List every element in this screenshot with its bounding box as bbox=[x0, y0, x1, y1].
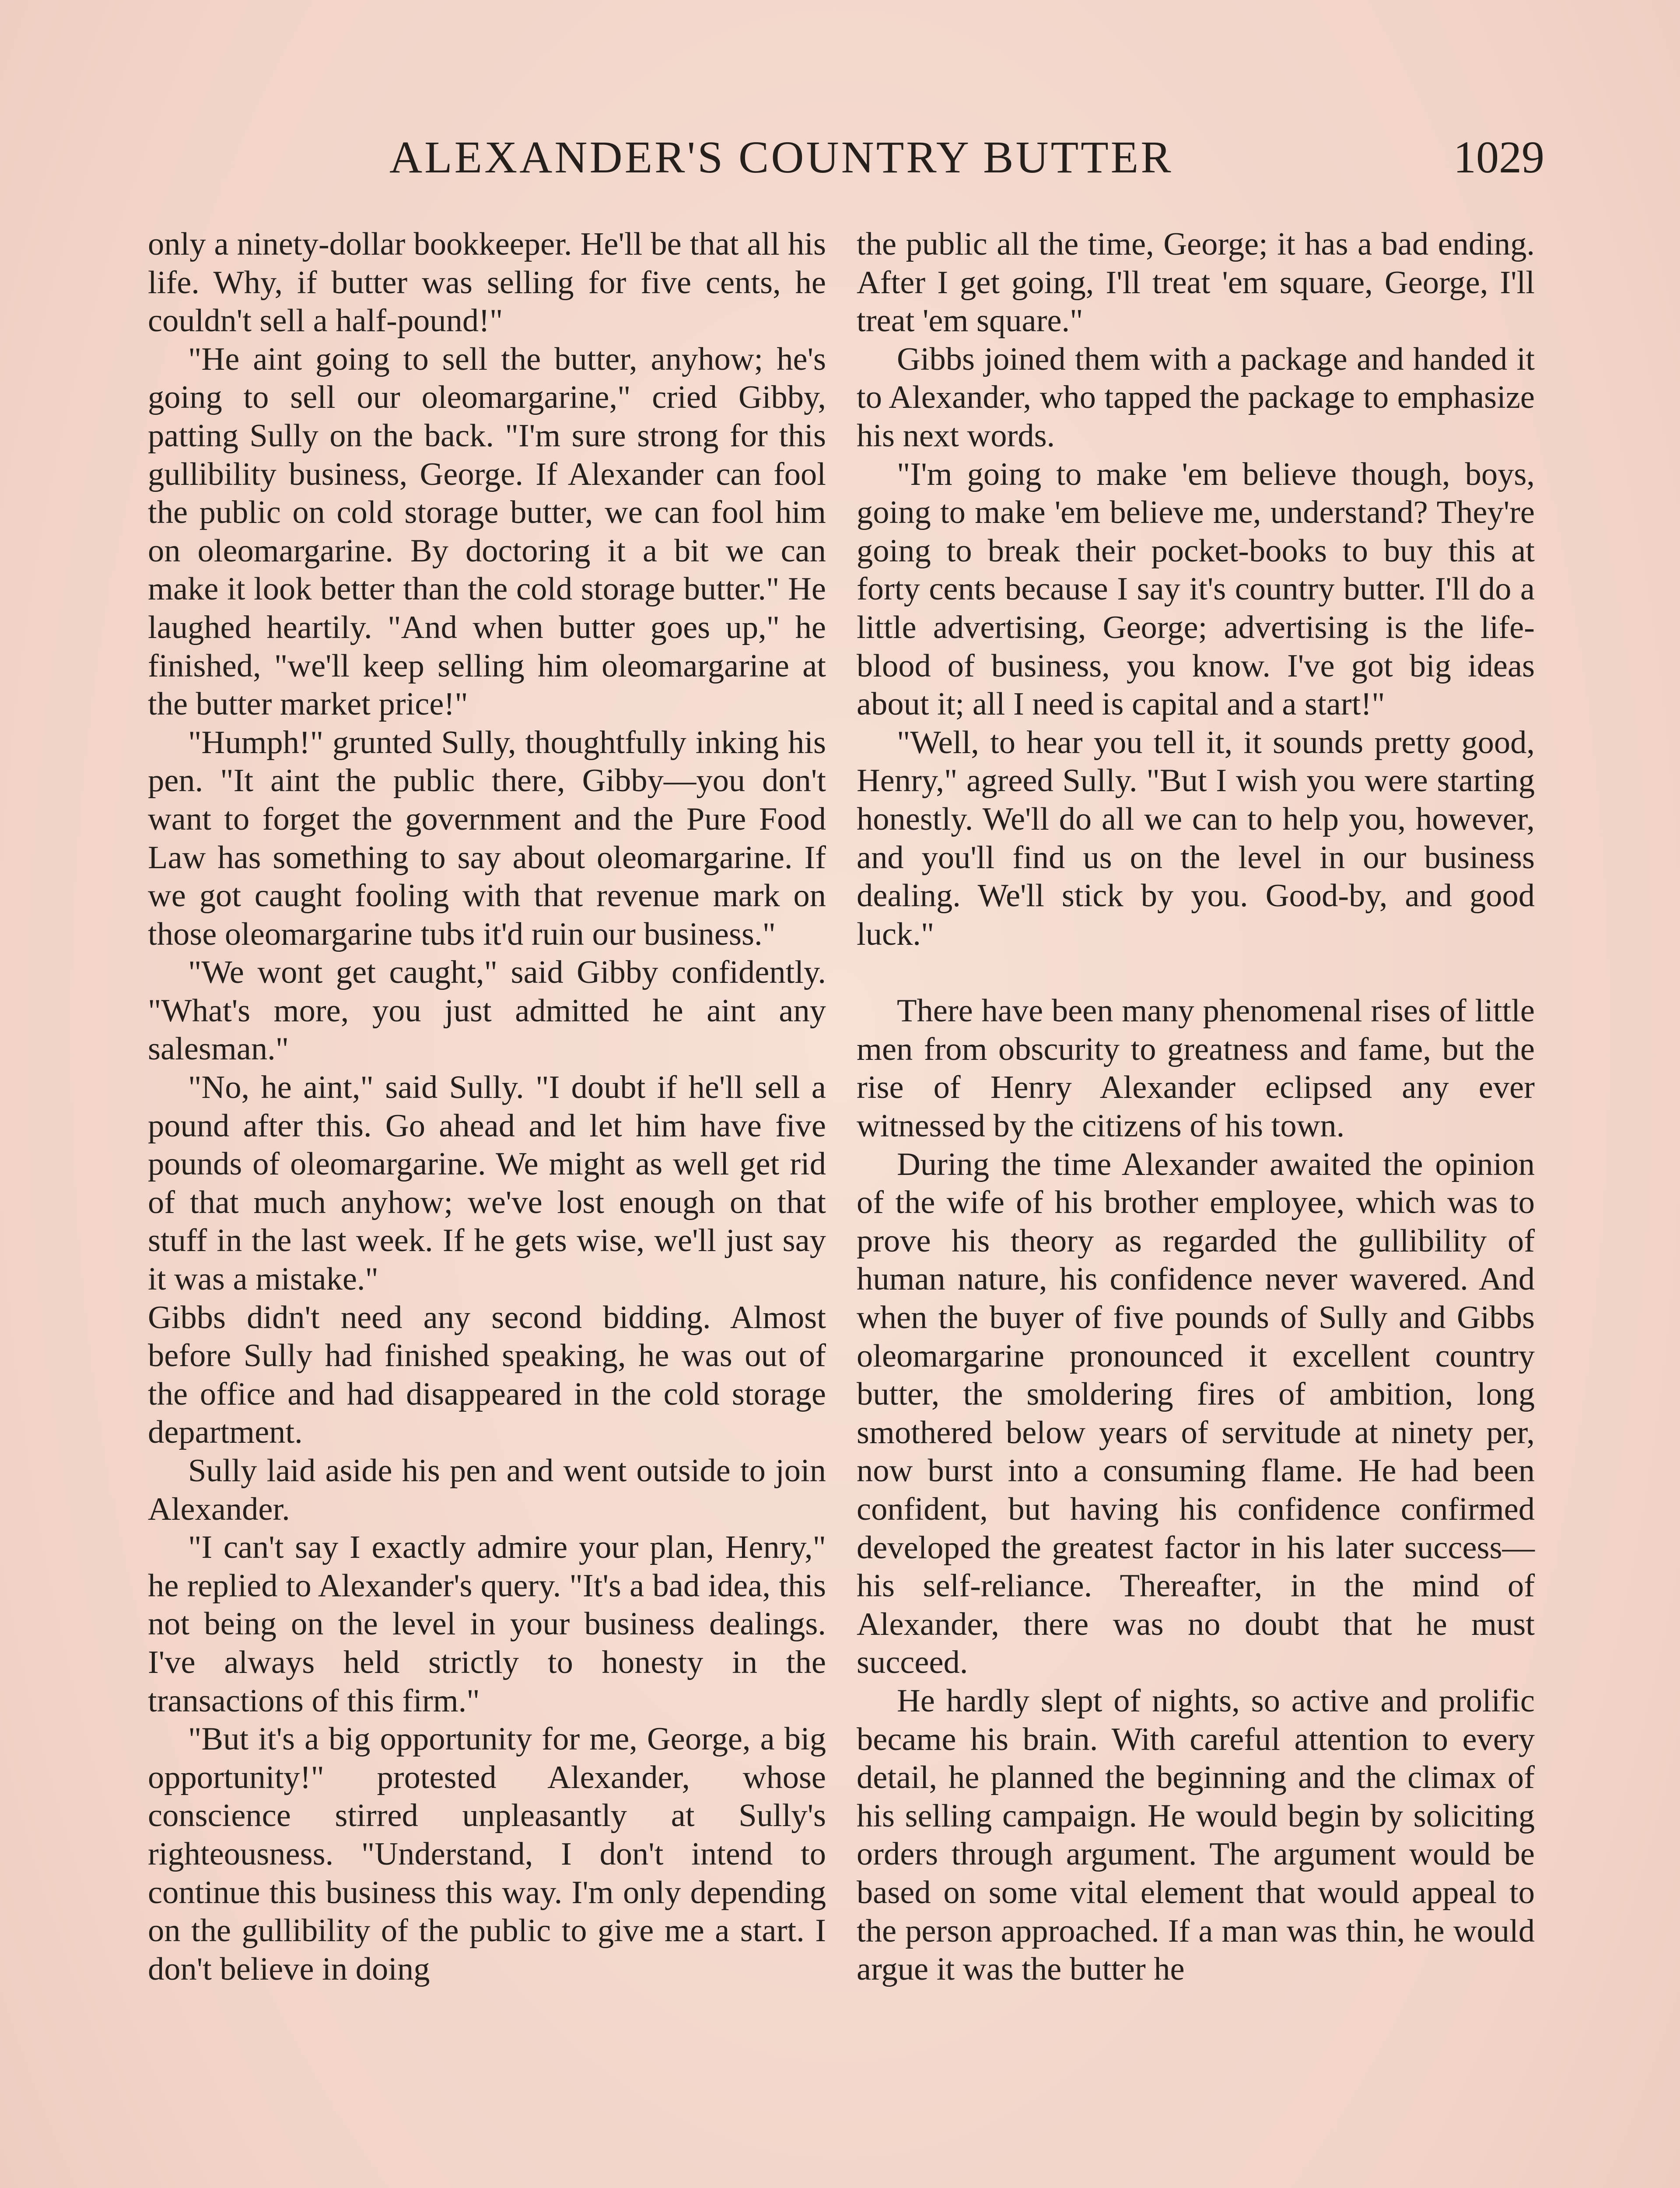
paragraph: only a ninety-dollar bookkeeper. He'll be that all his life. Why, if butter was selling for five cents, he couldn't sell a half-pound!" bbox=[148, 226, 826, 339]
paragraph: "I'm going to make 'em believe though, boys, going to make 'em believe me, understand? They're going to break their pocket-books to buy this at forty cents because I say it's country butter. I'll do a little advertising, George; advertising is the life-blood of business, you know. I've got big ideas about it; all I need is capital and a start!" bbox=[857, 456, 1535, 722]
paragraph: the public all the time, George; it has a bad ending. After I get going, I'll treat 'em square, George, I'll treat 'em square." bbox=[857, 226, 1535, 339]
paragraph: "I can't say I exactly admire your plan, Henry," he replied to Alexander's query. "It's a bad idea, this not being on the level in your business dealings. I've always held strictly to honesty in the transactions of this firm." bbox=[148, 1529, 826, 1719]
paragraph: Gibbs joined them with a package and handed it to Alexander, who tapped the package to emphasize his next words. bbox=[857, 341, 1535, 454]
paragraph: "But it's a big opportunity for me, George, a big opportunity!" protested Alexander, whose conscience stirred unpleasantly at Sully's righteousness. "Understand, I don't intend to continue this business this way. I'm only depending on the gullibility of the public to give me a start. I don't believe in doing bbox=[148, 1721, 826, 1987]
section-break bbox=[857, 954, 1535, 992]
paragraph: Sully laid aside his pen and went outside to join Alexander. bbox=[148, 1453, 826, 1527]
page-header bbox=[144, 131, 1544, 193]
paragraph: He hardly slept of nights, so active and prolific became his brain. With careful attention to every detail, he planned the beginning and the climax of his selling campaign. He would begin by soliciting orders through argument. The argument would be based on some vital element that would appeal to the person approached. If a man was thin, he would argue it was the butter he bbox=[857, 1683, 1535, 1988]
paragraph: Gibbs didn't need any second bidding. Almost before Sully had finished speaking, he was out of the office and had disappeared in the cold storage department. bbox=[148, 1299, 826, 1451]
paragraph: "We wont get caught," said Gibby confidently. "What's more, you just admitted he aint any salesman." bbox=[148, 954, 826, 1067]
paragraph: "Humph!" grunted Sully, thoughtfully inking his pen. "It aint the public there, Gibby—you don't want to forget the government and the Pure Food Law has something to say about oleomargarine. If we got caught fooling with that revenue mark on those oleomargarine tubs it'd ruin our business." bbox=[148, 724, 826, 952]
paragraph: "No, he aint," said Sully. "I doubt if he'll sell a pound after this. Go ahead and let him have five pounds of oleomargarine. We might as well get rid of that much anyhow; we've lost enough on that stuff in the last week. If he gets wise, we'll just say it was a mistake." bbox=[148, 1069, 826, 1297]
right-column bbox=[857, 225, 1535, 1989]
paragraph: There have been many phenomenal rises of little men from obscurity to greatness and fame, but the rise of Henry Alexander eclipsed any ever witnessed by the citizens of his town. bbox=[857, 993, 1535, 1144]
paragraph: During the time Alexander awaited the opinion of the wife of his brother employee, which was to prove his theory as regarded the gullibility of human nature, his confidence never wavered. And when the buyer of five pounds of Sully and Gibbs oleomargarine pronounced it excellent country butter, the smoldering fires of ambition, long smothered below years of servitude at ninety per, now burst into a consuming flame. He had been confident, but having his confidence confirmed developed the greatest factor in his later success—his self-reliance. Thereafter, in the mind of Alexander, there was no doubt that he must succeed. bbox=[857, 1146, 1535, 1681]
paragraph: "He aint going to sell the butter, anyhow; he's going to sell our oleomargarine," cried Gibby, patting Sully on the back. "I'm sure strong for this gullibility business, George. If Alexander can fool the public on cold storage butter, we can fool him on oleomargarine. By doctoring it a bit we can make it look better than the cold storage butter." He laughed heartily. "And when butter goes up," he finished, "we'll keep selling him oleomargarine at the butter market price!" bbox=[148, 341, 826, 722]
page-number: 1029 bbox=[1453, 132, 1544, 182]
paragraph: "Well, to hear you tell it, it sounds pretty good, Henry," agreed Sully. "But I wish you were starting honestly. We'll do all we can to help you, however, and you'll find us on the level in our business dealing. We'll stick by you. Good-by, and good luck." bbox=[857, 724, 1535, 952]
running-title: ALEXANDER'S COUNTRY BUTTER bbox=[389, 132, 1173, 182]
left-column bbox=[148, 225, 826, 1988]
